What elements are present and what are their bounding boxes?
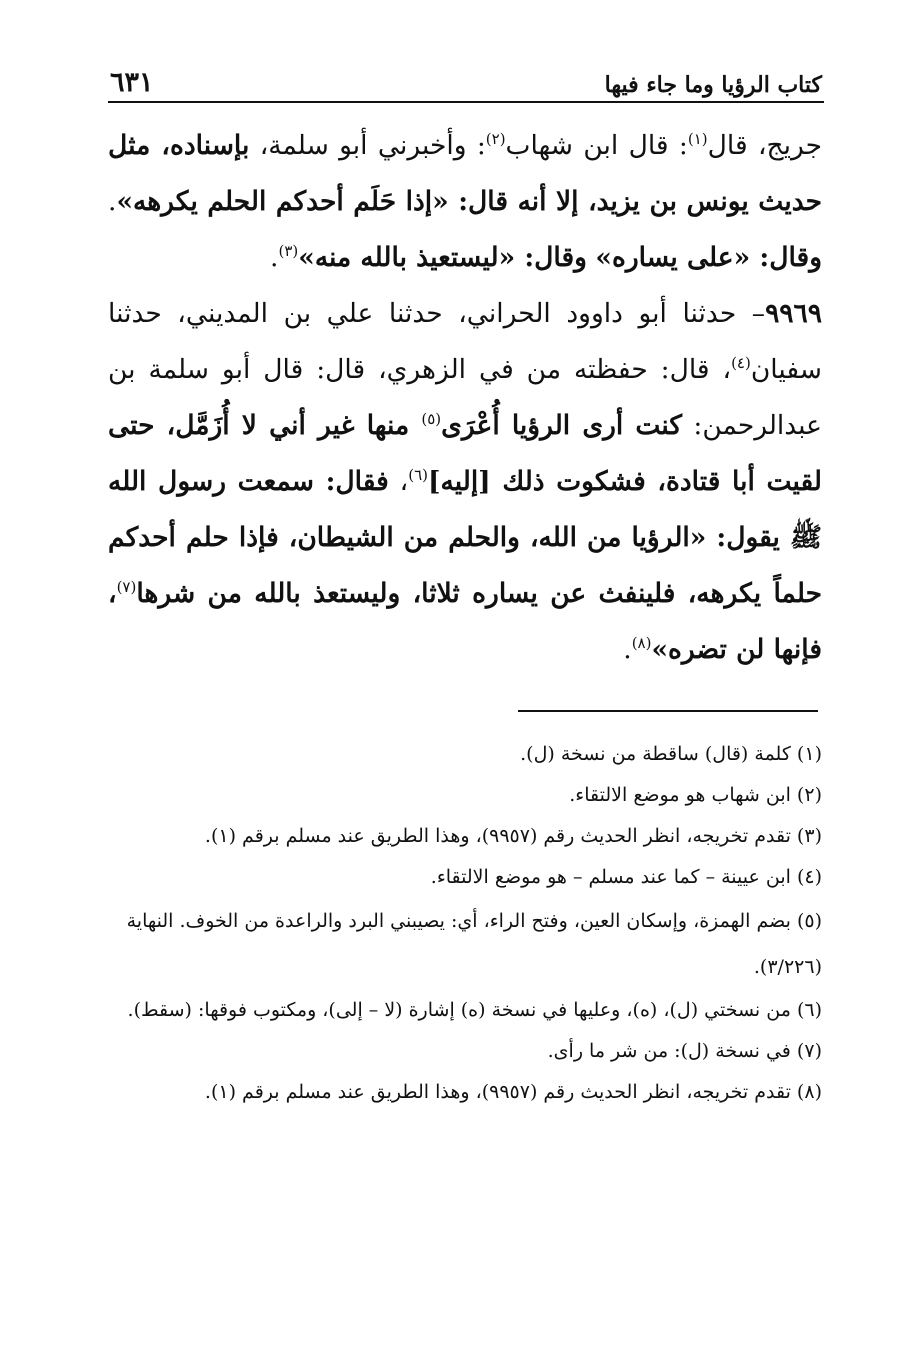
hadith-quote: «ليستعيذ بالله منه» — [298, 242, 516, 273]
hadith-quote: «إذا حَلَم أحدكم الحلم يكرهه» — [116, 186, 449, 217]
footnote-1: (١) كلمة (قال) ساقطة من نسخة (ل). — [520, 743, 822, 765]
main-text — [108, 118, 822, 678]
chapter-title: كتاب الرؤيا وما جاء فيها — [604, 72, 822, 98]
footnote-ref: (٨) — [631, 634, 652, 653]
running-header — [110, 62, 822, 98]
text-run: ، — [388, 466, 409, 497]
hadith-quote: «على يساره» — [595, 242, 751, 273]
footnote-ref: (٥) — [421, 410, 442, 429]
text-run: ، قال: حفظته من في الزهري، قال: قال أبو سلمة بن عبدالرحمن: — [108, 354, 822, 441]
text-run: جريج، قال — [707, 130, 822, 161]
footnote-6: (٦) من نسختي (ل)، (ه)، وعليها في نسخة (ه) إشارة (لا – إلى)، ومكتوب فوقها: (سقط). — [127, 999, 822, 1021]
footnote-3: (٣) تقدم تخريجه، انظر الحديث رقم (٩٩٥٧)، وهذا الطريق عند مسلم برقم (١). — [204, 825, 822, 847]
text-run: – حدثنا أبو داوود الحراني، حدثنا علي بن المديني، حدثنا سفيان — [108, 298, 822, 385]
paragraph-1 — [108, 118, 822, 286]
footnote-7: (٧) في نسخة (ل): من شر ما رأى. — [547, 1040, 822, 1062]
text-run: : وأخبرني أبو سلمة، — [249, 130, 486, 161]
hadith-number: ٩٩٦٩ — [765, 298, 822, 329]
footnote-ref: (٦) — [408, 466, 428, 485]
bold-run: وقال: — [750, 242, 822, 273]
footnote-4: (٤) ابن عيينة – كما عند مسلم – هو موضع الالتقاء. — [430, 866, 822, 888]
header-rule — [108, 101, 824, 103]
footnote-ref: (٣) — [278, 242, 299, 261]
footnotes — [108, 734, 822, 1113]
text-run: . — [623, 634, 632, 665]
footnote-ref: (١) — [687, 130, 708, 149]
text-run: . — [270, 242, 279, 273]
hadith-quote: فقال: سمعت رسول الله ﷺ يقول: «الرؤيا من الله، والحلم من الشيطان، فإذا حلم أحدكم حلماً يكرهه، فلينفث عن يساره ثلاثا، وليستعذ بالله من شرها — [108, 466, 822, 609]
footnote-5: (٥) بضم الهمزة، وإسكان العين، وفتح الراء، أي: يصيبني البرد والراعدة من الخوف. النهاية (٣/٢٢٦). — [126, 910, 822, 978]
footnote-8: (٨) تقدم تخريجه، انظر الحديث رقم (٩٩٥٧)، وهذا الطريق عند مسلم برقم (١). — [204, 1081, 822, 1103]
footnote-2: (٢) ابن شهاب هو موضع الالتقاء. — [569, 784, 822, 806]
paragraph-2 — [108, 286, 822, 678]
text-run: . — [108, 186, 117, 217]
page-number: ٦٣١ — [110, 67, 154, 98]
bold-run: منها غير أني لا أُزَمَّل، حتى لقيت أبا قتادة، فشكوت ذلك [إليه] — [108, 410, 823, 497]
bold-run: كنت أرى الرؤيا أُعْرَى — [441, 410, 683, 441]
bold-run: وقال: — [515, 242, 587, 273]
hadith-quote: ، فإنها لن تضره» — [108, 578, 822, 665]
footnote-ref: (٢) — [485, 130, 506, 149]
bold-run: بإسناده، مثل حديث يونس بن يزيد، إلا أنه قال: — [108, 130, 822, 217]
footnote-separator — [518, 710, 818, 712]
footnote-ref: (٧) — [116, 578, 137, 597]
text-run: : قال ابن شهاب — [505, 130, 688, 161]
footnote-ref: (٤) — [731, 354, 751, 373]
